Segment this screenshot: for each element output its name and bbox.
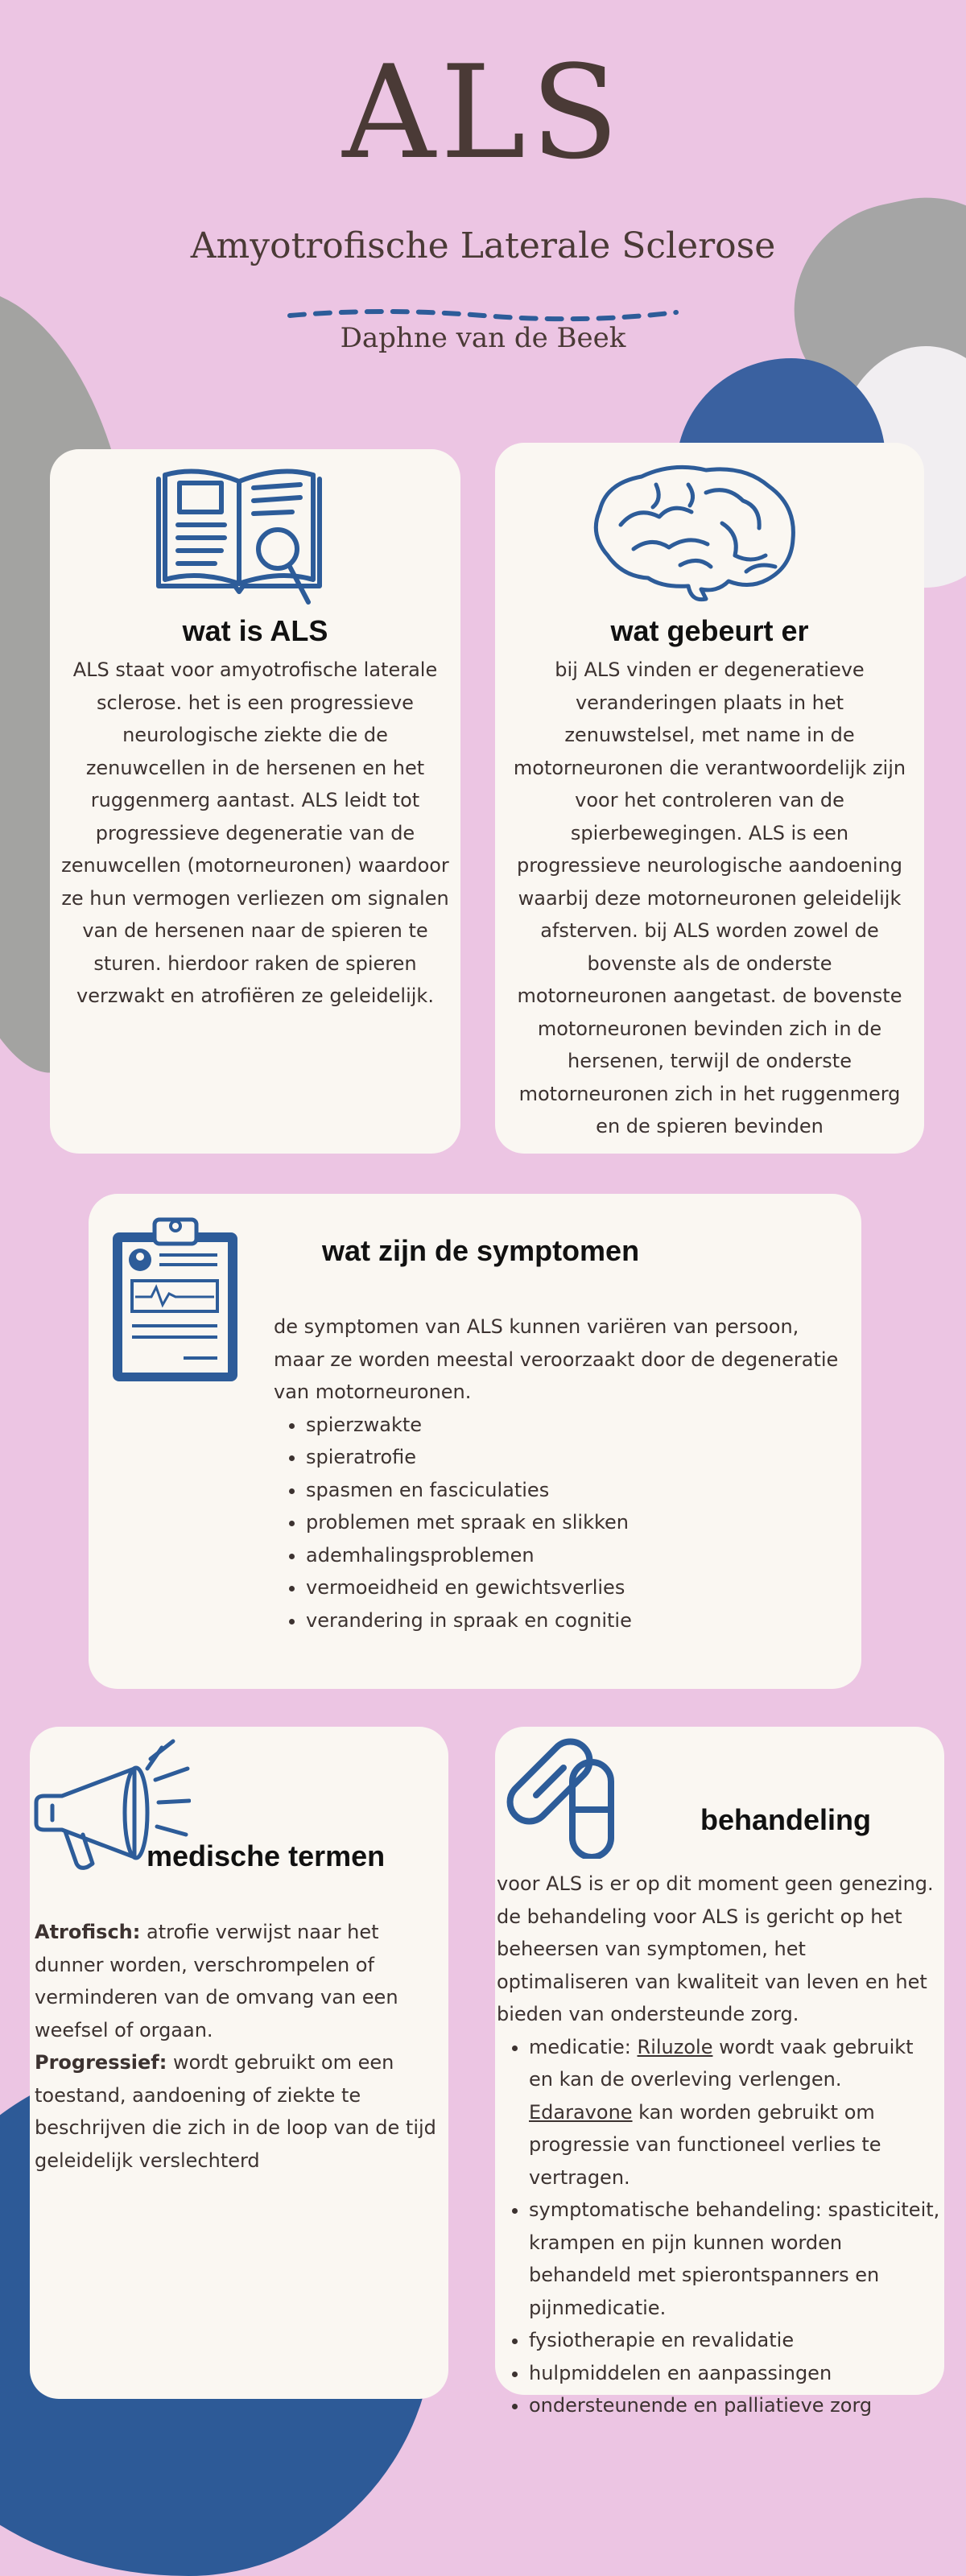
list-item: • problemen met spraak en slikken [306, 1506, 849, 1539]
pills-icon [506, 1738, 627, 1859]
card-symptoms [89, 1194, 861, 1689]
riluzole-link[interactable]: Riluzole [637, 2035, 713, 2058]
card-heading: medische termen [147, 1839, 386, 1872]
card-body [35, 1916, 445, 2177]
term-label: Atrofisch: [35, 1921, 141, 1943]
clipboard-icon [106, 1210, 243, 1383]
list-item: • verandering in spraak en cognitie [306, 1604, 849, 1637]
list-item: • ondersteunende en palliatieve zorg [529, 2389, 941, 2422]
list-item: • vermoeidheid en gewichtsverlies [306, 1571, 849, 1604]
page-subtitle: Amyotrofische Laterale Sclerose [190, 225, 776, 266]
card-heading: behandeling [700, 1803, 872, 1836]
author-name: Daphne van de Beek [340, 322, 626, 354]
card-what-is-als [50, 449, 460, 1154]
term-definition: atrofie verwijst naar het dunner worden, verschrompelen of verminderen van de omvang van een weefsel of orgaan. [35, 1921, 398, 2041]
list-item: • symptomatische behandeling: spasticiteit, krampen en pijn kunnen worden behandeld met spierontspanners en pijnmedicatie. [529, 2194, 941, 2324]
card-medical-terms [30, 1727, 448, 2399]
symptom-list [274, 1409, 849, 1637]
list-item: • spieratrofie [306, 1441, 849, 1474]
card-body: ALS staat voor amyotrofische laterale sclerose. het is een progressieve neurologische ziekte die de zenuwcellen in de hersenen en het ruggenmerg aantast. ALS leidt tot progressieve degeneratie van de zenuwcellen (motorneuronen) waardoor ze hun vermogen verliezen om signalen van de hersenen naar de spieren te sturen. hierdoor raken de spieren verzwakt en atrofiëren ze geleidelijk. [61, 658, 449, 1007]
list-item: • spierzwakte [306, 1409, 849, 1442]
list-item: • spasmen en fasciculaties [306, 1474, 849, 1507]
page-title: ALS [342, 37, 624, 188]
card-intro: voor ALS is er op dit moment geen genezing. de behandeling voor ALS is gericht op het beheersen van symptomen, het optimaliseren van kwaliteit van leven en het bieden van ondersteunde zorg. [497, 1872, 934, 2025]
open-book-magnifier-icon [151, 459, 328, 612]
card-heading: wat is ALS [182, 614, 328, 647]
card-body: bij ALS vinden er degeneratieve veranderingen plaats in het zenuwstelsel, met name in de motorneuronen die verantwoordelijk zijn voor het controleren van de spierbewegingen. ALS is een progressieve neurologische aandoening waarbij deze motorneuronen geleidelijk afsterven. bij ALS worden zowel de bovenste als de onderste motorneuronen aangetast. de bovenste motorneuronen bevinden zich in de hersenen, terwijl de onderste motorneuronen zich in het ruggenmerg en de spieren bevinden [513, 658, 906, 1137]
list-item: • ademhalingsproblemen [306, 1539, 849, 1572]
card-treatment [495, 1727, 944, 2417]
card-heading: wat gebeurt er [610, 614, 809, 647]
treatment-list [497, 2031, 941, 2422]
list-item: • hulpmiddelen en aanpassingen [529, 2357, 941, 2390]
list-item: • fysiotherapie en revalidatie [529, 2324, 941, 2357]
card-intro: de symptomen van ALS kunnen variëren van persoon, maar ze worden meestal veroorzaakt door de degeneratie van motorneuronen. [274, 1315, 839, 1403]
brain-icon [585, 460, 803, 602]
card-heading: wat zijn de symptomen [322, 1234, 640, 1267]
term-definition: wordt gebruikt om een toestand, aandoening of ziekte te beschrijven die zich in de loop van de tijd geleidelijk verslechterd [35, 2051, 436, 2172]
list-item: • medicatie: Riluzole wordt vaak gebruikt en kan de overleving verlengen. Edaravone kan worden gebruikt om progressie van functioneel verlies te vertragen. [529, 2031, 941, 2194]
card-what-happens [495, 443, 924, 1154]
edaravone-link[interactable]: Edaravone [529, 2100, 633, 2124]
term-label: Progressief: [35, 2051, 167, 2074]
